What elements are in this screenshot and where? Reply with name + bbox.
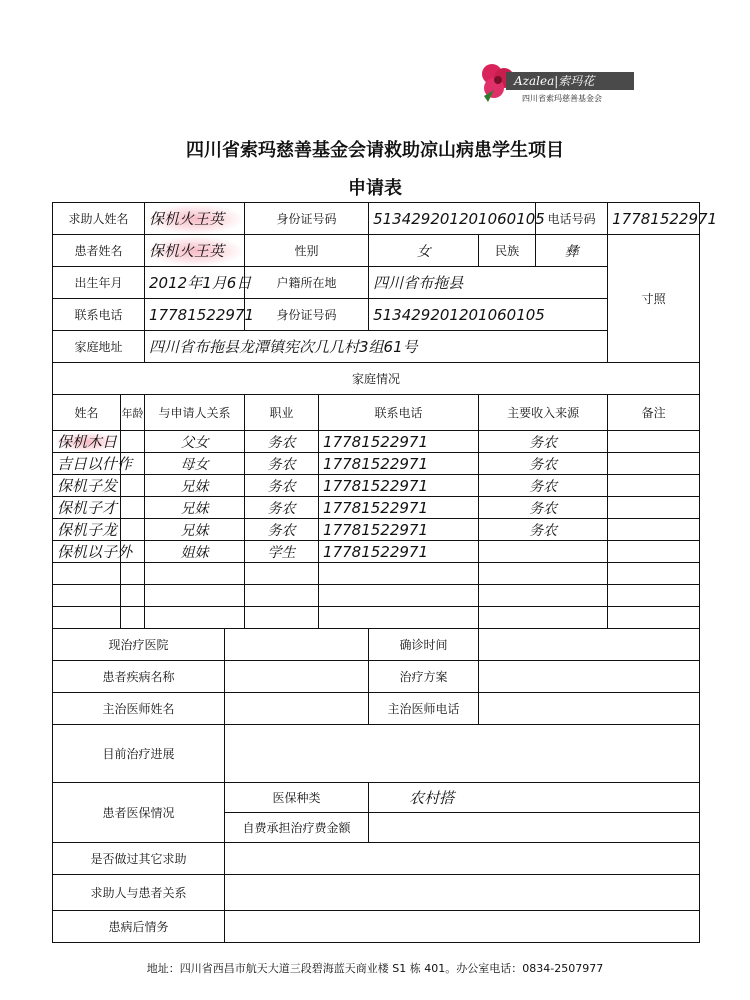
family-relation[interactable]: 兄妹 <box>145 519 245 541</box>
family-name[interactable]: 保机子龙 <box>53 519 121 541</box>
family-name[interactable]: 保机以子外 <box>53 541 121 563</box>
doctor-phone-label: 主治医师电话 <box>369 693 479 725</box>
family-row <box>53 453 700 475</box>
family-occupation[interactable] <box>245 563 319 585</box>
hospital-label: 现治疗医院 <box>53 629 225 661</box>
col-income: 主要收入来源 <box>479 395 608 431</box>
col-age: 年龄 <box>121 395 145 431</box>
family-income[interactable] <box>479 585 608 607</box>
relation-value[interactable] <box>225 875 700 911</box>
doctor-value[interactable] <box>225 693 369 725</box>
col-notes: 备注 <box>608 395 700 431</box>
patient-name-label: 患者姓名 <box>53 235 145 267</box>
family-phone[interactable]: 17781522971 <box>319 453 479 475</box>
family-occupation[interactable]: 务农 <box>245 475 319 497</box>
contact-label: 联系电话 <box>53 299 145 331</box>
family-relation[interactable]: 兄妹 <box>145 497 245 519</box>
ethnicity-label: 民族 <box>479 235 536 267</box>
patient-id-value[interactable]: 513429201201060105 <box>369 299 608 331</box>
family-relation[interactable] <box>145 607 245 629</box>
self-pay-label: 自费承担治疗费金额 <box>225 813 369 843</box>
application-form <box>52 202 718 943</box>
photo-box: 寸照 <box>608 235 700 363</box>
family-name[interactable]: 保机木日 <box>53 431 121 453</box>
family-income[interactable]: 务农 <box>479 431 608 453</box>
family-phone[interactable]: 17781522971 <box>319 497 479 519</box>
family-notes[interactable] <box>608 431 700 453</box>
plan-value[interactable] <box>479 661 700 693</box>
family-occupation[interactable]: 务农 <box>245 497 319 519</box>
applicant-name-label: 求助人姓名 <box>53 203 145 235</box>
family-relation[interactable] <box>145 563 245 585</box>
family-income[interactable]: 务农 <box>479 519 608 541</box>
family-phone[interactable]: 17781522971 <box>319 519 479 541</box>
residence-value[interactable]: 四川省布拖县 <box>369 267 608 299</box>
gender-label: 性别 <box>245 235 369 267</box>
family-income[interactable]: 务农 <box>479 475 608 497</box>
col-relation: 与申请人关系 <box>145 395 245 431</box>
form-title: 四川省索玛慈善基金会请救助凉山病患学生项目 <box>186 140 564 161</box>
family-phone[interactable] <box>319 607 479 629</box>
family-age[interactable] <box>121 497 145 519</box>
family-income[interactable]: 务农 <box>479 497 608 519</box>
col-phone: 联系电话 <box>319 395 479 431</box>
residence-label: 户籍所在地 <box>245 267 369 299</box>
family-row-empty <box>53 585 700 607</box>
family-phone[interactable]: 17781522971 <box>319 475 479 497</box>
plan-label: 治疗方案 <box>369 661 479 693</box>
family-notes[interactable] <box>608 585 700 607</box>
family-row-empty <box>53 607 700 629</box>
family-phone[interactable]: 17781522971 <box>319 541 479 563</box>
family-income[interactable]: 务农 <box>479 453 608 475</box>
progress-label: 目前治疗进展 <box>53 725 225 783</box>
family-relation[interactable]: 姐妹 <box>145 541 245 563</box>
id2-label: 身份证号码 <box>245 299 369 331</box>
id-label: 身份证号码 <box>245 203 369 235</box>
family-age[interactable] <box>121 475 145 497</box>
family-occupation[interactable]: 务农 <box>245 431 319 453</box>
hospital-value[interactable] <box>225 629 369 661</box>
insurance-type-label: 医保种类 <box>225 783 369 813</box>
family-notes[interactable] <box>608 497 700 519</box>
family-name[interactable]: 保机子发 <box>53 475 121 497</box>
address-label: 家庭地址 <box>53 331 145 363</box>
self-pay-value[interactable] <box>369 813 700 843</box>
family-notes[interactable] <box>608 541 700 563</box>
footer-address: 地址：四川省西昌市航天大道三段碧海蓝天商业楼 S1 栋 401。办公室电话：0834-2507977 <box>146 962 604 975</box>
background-value[interactable] <box>225 911 700 943</box>
logo-org: 四川省索玛慈善基金会 <box>522 94 602 103</box>
doctor-phone-value[interactable] <box>479 693 700 725</box>
logo-brand: Azalea|索玛花 <box>506 72 634 90</box>
family-notes[interactable] <box>608 453 700 475</box>
family-row-empty <box>53 563 700 585</box>
family-occupation[interactable] <box>245 585 319 607</box>
col-occupation: 职业 <box>245 395 319 431</box>
family-income[interactable] <box>479 563 608 585</box>
family-row <box>53 475 700 497</box>
birth-label: 出生年月 <box>53 267 145 299</box>
family-phone[interactable] <box>319 563 479 585</box>
family-age[interactable] <box>121 585 145 607</box>
other-help-value[interactable] <box>225 843 700 875</box>
family-name[interactable] <box>53 585 121 607</box>
family-age[interactable] <box>121 519 145 541</box>
family-name[interactable] <box>53 563 121 585</box>
phone-label: 电话号码 <box>536 203 608 235</box>
family-relation[interactable]: 父女 <box>145 431 245 453</box>
family-name[interactable]: 保机子才 <box>53 497 121 519</box>
applicant-id-value[interactable]: 513429201201060105 <box>369 203 536 235</box>
contact-value[interactable]: 17781522971 <box>145 299 245 331</box>
family-occupation[interactable]: 学生 <box>245 541 319 563</box>
applicant-phone-value[interactable]: 17781522971 <box>608 203 700 235</box>
progress-value[interactable] <box>225 725 700 783</box>
family-notes[interactable] <box>608 563 700 585</box>
form-subtitle: 申请表 <box>348 178 402 199</box>
family-age[interactable] <box>121 607 145 629</box>
family-occupation[interactable]: 务农 <box>245 453 319 475</box>
family-notes[interactable] <box>608 519 700 541</box>
family-row <box>53 431 700 453</box>
family-income[interactable] <box>479 607 608 629</box>
family-age[interactable] <box>121 431 145 453</box>
family-age[interactable] <box>121 563 145 585</box>
diagnosis-time-value[interactable] <box>479 629 700 661</box>
disease-value[interactable] <box>225 661 369 693</box>
background-label: 患病后情务 <box>53 911 225 943</box>
disease-label: 患者疾病名称 <box>53 661 225 693</box>
family-relation[interactable]: 母女 <box>145 453 245 475</box>
gender-value[interactable]: 女 <box>369 235 479 267</box>
col-name: 姓名 <box>53 395 121 431</box>
other-help-label: 是否做过其它求助 <box>53 843 225 875</box>
family-section-title: 家庭情况 <box>53 363 700 395</box>
family-phone[interactable] <box>319 585 479 607</box>
family-phone[interactable]: 17781522971 <box>319 431 479 453</box>
family-name[interactable] <box>53 607 121 629</box>
diagnosis-time-label: 确诊时间 <box>369 629 479 661</box>
applicant-name-value[interactable]: 保机火王英 <box>145 203 245 235</box>
family-header-row <box>53 395 700 431</box>
relation-label: 求助人与患者关系 <box>53 875 225 911</box>
address-value[interactable]: 四川省布拖县龙潭镇宪次几几村3组61号 <box>145 331 608 363</box>
family-occupation[interactable]: 务农 <box>245 519 319 541</box>
family-relation[interactable]: 兄妹 <box>145 475 245 497</box>
birth-value[interactable]: 2012年1月6日 <box>145 267 245 299</box>
family-notes[interactable] <box>608 475 700 497</box>
family-relation[interactable] <box>145 585 245 607</box>
family-row <box>53 497 700 519</box>
family-income[interactable] <box>479 541 608 563</box>
family-row <box>53 519 700 541</box>
family-notes[interactable] <box>608 607 700 629</box>
logo <box>476 60 636 110</box>
ethnicity-value[interactable]: 彝 <box>536 235 608 267</box>
patient-name-value[interactable]: 保机火王英 <box>145 235 245 267</box>
family-name[interactable]: 吉日以什作 <box>53 453 121 475</box>
family-row <box>53 541 700 563</box>
insurance-type-value[interactable]: 农村搭 <box>369 783 700 813</box>
doctor-label: 主治医师姓名 <box>53 693 225 725</box>
insurance-label: 患者医保情况 <box>53 783 225 843</box>
family-occupation[interactable] <box>245 607 319 629</box>
